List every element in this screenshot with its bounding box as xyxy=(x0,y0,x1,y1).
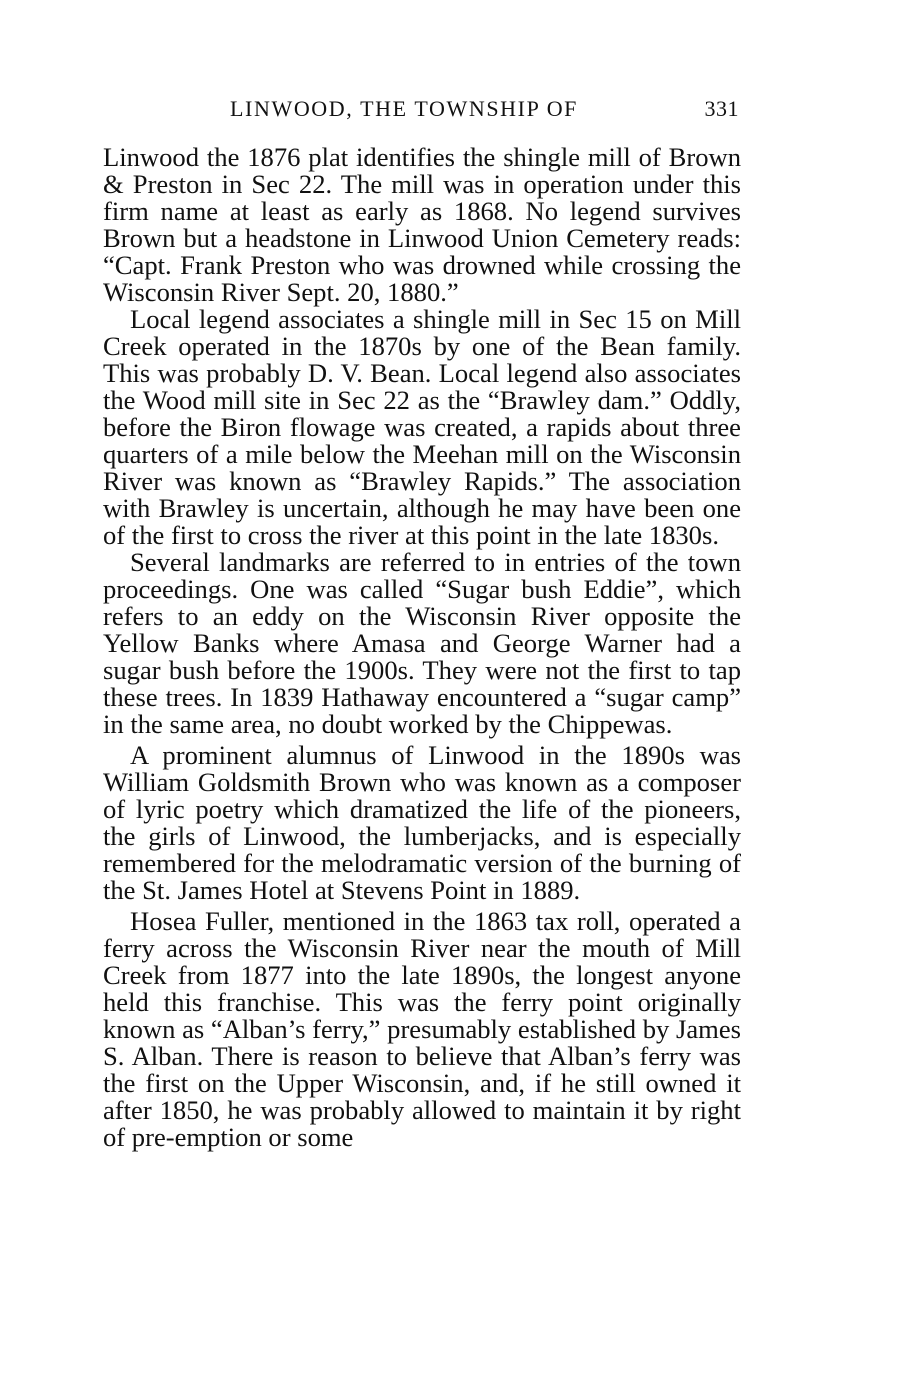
body-text xyxy=(103,144,741,1151)
running-head xyxy=(103,96,739,126)
paragraph-4: A prominent alumnus of Linwood in the 1890s was William Goldsmith Brown who was known as a composer of lyric poetry which dramatized the life of the pioneers, the girls of Linwood, the lumberjacks, and is especially remembered for the melodramatic version of the burning of the St. James Hotel at Stevens Point in 1889. xyxy=(103,740,741,905)
paragraph-5: Hosea Fuller, mentioned in the 1863 tax roll, operated a ferry across the Wisconsin River near the mouth of Mill Creek from 1877 into the late 1890s, the longest anyone held this franchise. This was the ferry point originally known as “Alban’s ferry,” presumably established by James S. Alban. There is reason to believe that Alban’s ferry was the first on the Upper Wisconsin, and, if he still owned it after 1850, he was probably allowed to maintain it by right of pre-emption or some xyxy=(103,906,741,1152)
running-title: LINWOOD, THE TOWNSHIP OF xyxy=(230,96,579,121)
paragraph-1: Linwood the 1876 plat identifies the shingle mill of Brown & Preston in Sec 22. The mill was in operation under this firm name at least as early as 1868. No legend survives Brown but a headstone in Linwood Union Cemetery reads: “Capt. Frank Preston who was drowned while crossing the Wisconsin River Sept. 20, 1880.” xyxy=(103,142,741,307)
page-number: 331 xyxy=(704,96,739,121)
paragraph-2: Local legend associates a shingle mill in Sec 15 on Mill Creek operated in the 1870s by one of the Bean family. This was probably D. V. Bean. Local legend also associates the Wood mill site in Sec 22 as the “Brawley dam.” Oddly, before the Biron flowage was created, a rapids about three quarters of a mile below the Meehan mill on the Wisconsin River was known as “Brawley Rapids.” The association with Brawley is uncertain, although he may have been one of the first to cross the river at this point in the late 1830s. xyxy=(103,304,741,550)
paragraph-3: Several landmarks are referred to in entries of the town proceedings. One was called “Sugar bush Eddie”, which refers to an eddy on the Wisconsin River opposite the Yellow Banks where Amasa and George Warner had a sugar bush before the 1900s. They were not the first to tap these trees. In 1839 Hathaway encountered a “sugar camp” in the same area, no doubt worked by the Chippewas. xyxy=(103,547,741,739)
